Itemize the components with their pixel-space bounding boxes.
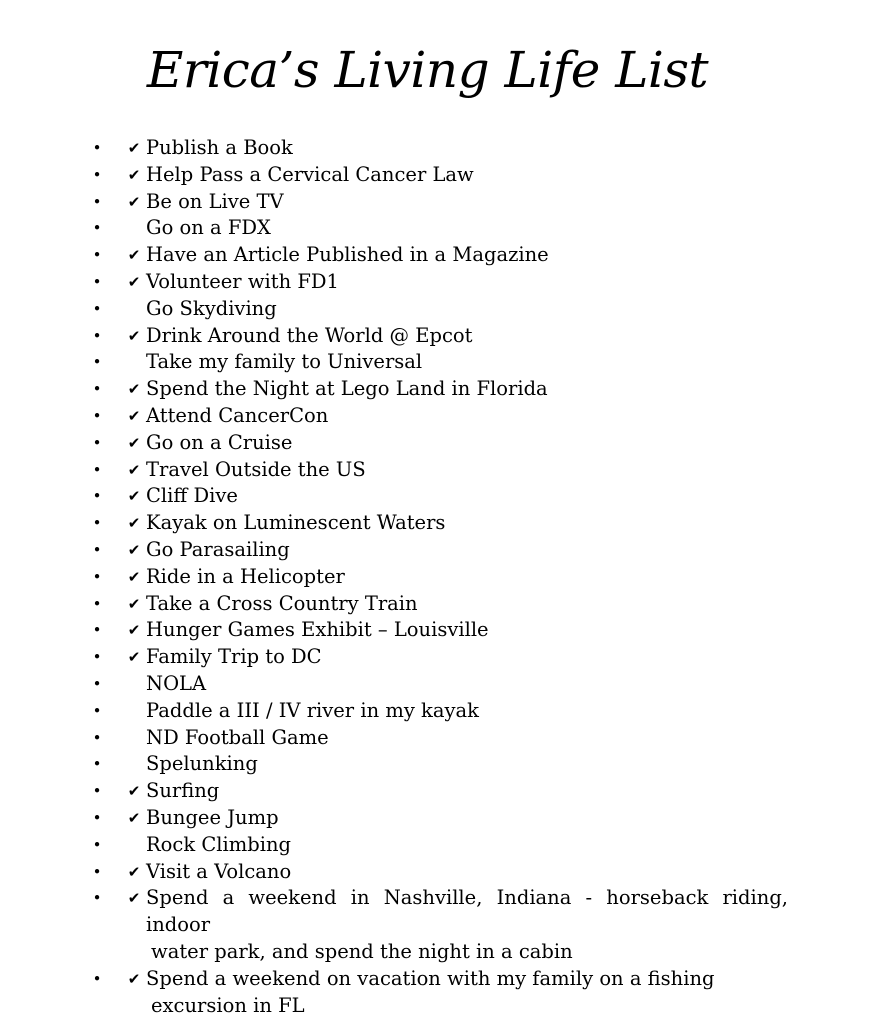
list-item-text xyxy=(146,591,788,618)
bullet-icon: • xyxy=(92,353,102,372)
bullet-icon: • xyxy=(92,567,102,586)
list-item-label: ND Football Game xyxy=(146,725,329,749)
bullet-icon: • xyxy=(92,460,102,479)
bullet-icon: • xyxy=(92,969,102,988)
list-item xyxy=(88,162,788,189)
list-item xyxy=(88,323,788,350)
list-item-label: Drink Around the World @ Epcot xyxy=(146,323,473,347)
list-item-text xyxy=(146,778,788,805)
checkmark-icon: ✔ xyxy=(127,406,141,425)
list-item-text xyxy=(146,859,788,886)
list-item-label: Visit a Volcano xyxy=(146,859,292,883)
bullet-icon: • xyxy=(92,808,102,827)
list-item xyxy=(88,698,788,725)
page-title: Erica’s Living Life List xyxy=(146,41,709,99)
checkmark-icon: ✔ xyxy=(127,139,141,157)
list-item-text xyxy=(146,564,788,591)
list-item xyxy=(88,617,788,644)
list-item-text xyxy=(146,269,788,296)
list-item-label: Rock Climbing xyxy=(146,832,292,856)
list-item-label: Go Skydiving xyxy=(146,296,277,320)
list-item-label: Help Pass a Cervical Cancer Law xyxy=(146,162,474,186)
list-item-continuation: water park, and spend the night in a cabin xyxy=(151,939,573,963)
list-item-text xyxy=(146,403,788,430)
list-item-label: Bungee Jump xyxy=(146,805,279,829)
list-item-text xyxy=(146,698,788,725)
checkmark-icon: ✔ xyxy=(127,487,141,506)
bullet-icon: • xyxy=(92,674,102,693)
list-item-text xyxy=(146,644,788,671)
bullet-icon: • xyxy=(92,487,102,506)
list-item xyxy=(88,510,788,537)
bullet-icon: • xyxy=(92,701,102,720)
list-item xyxy=(88,403,788,430)
checkmark-icon: ✔ xyxy=(127,540,141,559)
checkmark-icon: ✔ xyxy=(127,246,141,265)
bullet-icon: • xyxy=(92,380,102,399)
list-item-text xyxy=(146,215,788,242)
checkmark-icon: ✔ xyxy=(127,889,141,908)
list-item-text xyxy=(146,135,788,162)
list-item-label: Take my family to Universal xyxy=(146,350,423,374)
list-item xyxy=(88,376,788,403)
checkmark-icon: ✔ xyxy=(127,648,141,667)
bullet-icon: • xyxy=(92,514,102,533)
bullet-icon: • xyxy=(92,219,102,238)
list-item-text xyxy=(146,242,788,269)
checkmark-icon: ✔ xyxy=(127,782,141,801)
list-item xyxy=(88,564,788,591)
list-item-label: Go Parasailing xyxy=(146,537,290,561)
list-item-label: Have an Article Published in a Magazine xyxy=(146,243,549,267)
list-item xyxy=(88,778,788,805)
list-item-continuation: excursion in FL xyxy=(151,993,305,1017)
list-item-label: Spend the Night at Lego Land in Florida xyxy=(146,377,548,401)
list-item-text xyxy=(146,162,788,189)
list-item xyxy=(88,242,788,269)
checkmark-icon: ✔ xyxy=(127,272,141,291)
list-item-text xyxy=(146,537,788,564)
list-item xyxy=(88,537,788,564)
checkmark-icon: ✔ xyxy=(127,969,141,988)
checkmark-icon: ✔ xyxy=(127,433,141,452)
list-item-label: Paddle a III / IV river in my kayak xyxy=(146,698,479,722)
bullet-icon: • xyxy=(92,594,102,613)
bullet-icon: • xyxy=(92,326,102,345)
bullet-icon: • xyxy=(92,246,102,265)
list-item xyxy=(88,215,788,242)
list-item-label: Go on a FDX xyxy=(146,216,271,240)
list-item-label: Publish a Book xyxy=(146,136,293,159)
list-item-label: Spelunking xyxy=(146,752,258,776)
list-item-text xyxy=(146,966,788,1020)
list-item-label: Be on Live TV xyxy=(146,189,284,213)
checkmark-icon: ✔ xyxy=(127,460,141,479)
list-item-text xyxy=(146,483,788,510)
list-item-label: Hunger Games Exhibit – Louisville xyxy=(146,618,489,642)
checkmark-icon: ✔ xyxy=(127,380,141,399)
list-item-label: Spend a weekend on vacation with my family on a fishing xyxy=(146,966,715,990)
list-item-text xyxy=(146,189,788,216)
bullet-icon: • xyxy=(92,835,102,854)
list-item-label: Attend CancerCon xyxy=(146,403,329,427)
bullet-icon: • xyxy=(92,540,102,559)
checkmark-icon: ✔ xyxy=(127,808,141,827)
life-list xyxy=(88,135,788,1019)
checkmark-icon: ✔ xyxy=(127,594,141,613)
list-item xyxy=(88,751,788,778)
list-item-label: Surfing xyxy=(146,779,220,803)
checkmark-icon: ✔ xyxy=(127,862,141,881)
checkmark-icon: ✔ xyxy=(127,567,141,586)
list-item xyxy=(88,269,788,296)
list-item xyxy=(88,885,788,965)
list-item-label: Spend a weekend in Nashville, Indiana - horseback riding, indoor xyxy=(146,886,788,937)
bullet-icon: • xyxy=(92,406,102,425)
list-item xyxy=(88,859,788,886)
list-item-text xyxy=(146,430,788,457)
list-item-text xyxy=(146,751,788,778)
list-item-text xyxy=(146,296,788,323)
bullet-icon: • xyxy=(92,433,102,452)
list-item xyxy=(88,349,788,376)
list-item-label: Travel Outside the US xyxy=(146,457,366,481)
list-item-text xyxy=(146,457,788,484)
list-item xyxy=(88,725,788,752)
list-item xyxy=(88,135,788,162)
bullet-icon: • xyxy=(92,648,102,667)
checkmark-icon: ✔ xyxy=(127,165,141,184)
bullet-icon: • xyxy=(92,862,102,881)
bullet-icon: • xyxy=(92,272,102,291)
list-item-label: Volunteer with FD1 xyxy=(146,269,339,293)
list-item-text xyxy=(146,832,788,859)
list-item-text xyxy=(146,617,788,644)
bullet-icon: • xyxy=(92,755,102,774)
checkmark-icon: ✔ xyxy=(127,326,141,345)
list-item-text xyxy=(146,349,788,376)
list-item-label: Ride in a Helicopter xyxy=(146,564,345,588)
bullet-icon: • xyxy=(92,139,102,157)
bullet-icon: • xyxy=(92,728,102,747)
list-item-label: Cliff Dive xyxy=(146,484,238,508)
checkmark-icon: ✔ xyxy=(127,514,141,533)
list-item xyxy=(88,671,788,698)
list-item xyxy=(88,189,788,216)
list-item-text xyxy=(146,805,788,832)
list-item-label: Kayak on Luminescent Waters xyxy=(146,511,446,535)
bullet-icon: • xyxy=(92,782,102,801)
list-item-label: Take a Cross Country Train xyxy=(146,591,418,615)
list-item xyxy=(88,832,788,859)
list-item xyxy=(88,296,788,323)
list-item-text xyxy=(146,725,788,752)
list-item xyxy=(88,591,788,618)
list-item-text xyxy=(146,885,788,965)
list-item-text xyxy=(146,323,788,350)
list-item-label: NOLA xyxy=(146,671,207,695)
list-item xyxy=(88,430,788,457)
bullet-icon: • xyxy=(92,299,102,318)
list-item-label: Go on a Cruise xyxy=(146,430,293,454)
bullet-icon: • xyxy=(92,889,102,908)
list-item xyxy=(88,805,788,832)
checkmark-icon: ✔ xyxy=(127,192,141,211)
bullet-icon: • xyxy=(92,621,102,640)
list-item-text xyxy=(146,671,788,698)
list-item-text xyxy=(146,376,788,403)
list-item xyxy=(88,483,788,510)
list-item xyxy=(88,966,788,1020)
bullet-icon: • xyxy=(92,192,102,211)
bullet-icon: • xyxy=(92,165,102,184)
list-item-text xyxy=(146,510,788,537)
list-item xyxy=(88,644,788,671)
checkmark-icon: ✔ xyxy=(127,621,141,640)
list-item xyxy=(88,457,788,484)
list-item-label: Family Trip to DC xyxy=(146,645,322,669)
